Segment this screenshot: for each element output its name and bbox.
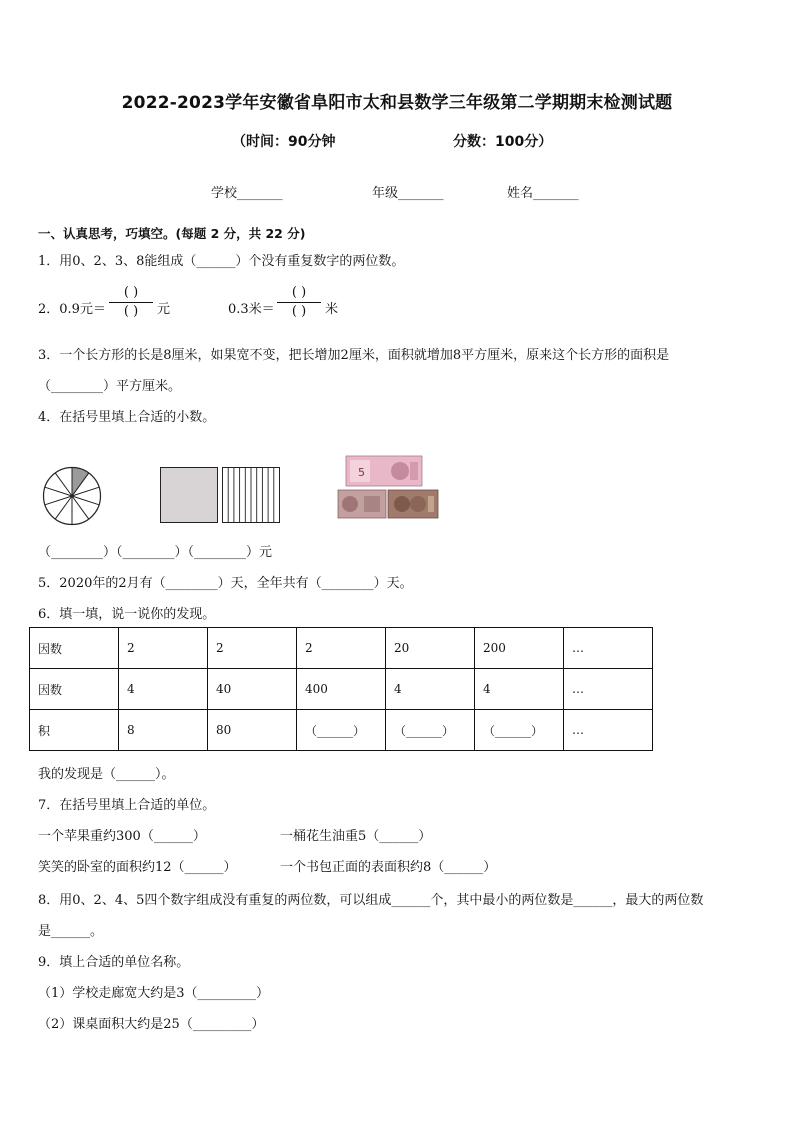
question-8-line-2: 是______。	[38, 924, 104, 939]
table-cell: 2	[297, 628, 386, 669]
q2-b-fraction[interactable]	[277, 284, 321, 321]
question-7-a[interactable]: 一个苹果重约300（______）	[38, 829, 206, 844]
exam-score: 分数：100分）	[453, 134, 553, 150]
exam-time: （时间：90分钟	[232, 134, 336, 150]
table-cell: 40	[208, 669, 297, 710]
q2-a-fraction[interactable]	[109, 284, 153, 321]
banknote-icon	[336, 454, 440, 524]
question-7: 7．在括号里填上合适的单位。	[38, 798, 216, 813]
table-cell: 2	[119, 628, 208, 669]
question-9-b[interactable]: （2）课桌面积大约是25（_________）	[38, 1017, 265, 1032]
table-cell: 8	[119, 710, 208, 751]
question-4-answers[interactable]: （________）（________）（________）元	[38, 545, 273, 560]
svg-text:5: 5	[358, 466, 365, 479]
question-7-b[interactable]: 一桶花生油重5（______）	[280, 829, 432, 844]
table-cell: 200	[475, 628, 564, 669]
table-cell: 20	[386, 628, 475, 669]
striped-square-icon	[222, 467, 280, 527]
table-cell: …	[564, 669, 653, 710]
table-row	[30, 710, 653, 751]
table-cell: 80	[208, 710, 297, 751]
table-cell: 因数	[30, 628, 119, 669]
factor-table	[29, 627, 653, 751]
section-heading: 一、认真思考，巧填空。(每题 2 分，共 22 分)	[38, 226, 306, 241]
table-cell: …	[564, 628, 653, 669]
question-8-line-1: 8．用0、2、4、5四个数字组成没有重复的两位数，可以组成______个，其中最小的两位数是______，最大的两位数	[38, 893, 704, 908]
answer-cell[interactable]: （______）	[297, 710, 386, 751]
question-4: 4．在括号里填上合适的小数。	[38, 410, 216, 425]
table-cell: 2	[208, 628, 297, 669]
question-6: 6．填一填，说一说你的发现。	[38, 607, 216, 622]
grade-field[interactable]: 年级_______	[372, 186, 444, 201]
table-cell: …	[564, 710, 653, 751]
q2-b-unit: 米	[325, 302, 339, 317]
q2-a-unit: 元	[157, 302, 171, 317]
question-7-c[interactable]: 笑笑的卧室的面积约12（______）	[38, 860, 237, 875]
q2-a-prefix: 2．0.9元＝	[38, 302, 106, 317]
table-cell: 4	[119, 669, 208, 710]
table-cell: 4	[475, 669, 564, 710]
question-7-d[interactable]: 一个书包正面的表面积约8（______）	[280, 860, 497, 875]
question-1: 1．用0、2、3、8能组成（______）个没有重复数字的两位数。	[38, 254, 405, 269]
name-field[interactable]: 姓名_______	[507, 186, 579, 201]
table-cell: 400	[297, 669, 386, 710]
q2-a-denominator: ( )	[123, 304, 139, 319]
question-6-finding[interactable]: 我的发现是（______）。	[38, 767, 175, 782]
school-field[interactable]: 学校_______	[211, 186, 283, 201]
table-cell: 4	[386, 669, 475, 710]
table-cell: 因数	[30, 669, 119, 710]
table-cell: 积	[30, 710, 119, 751]
table-row	[30, 669, 653, 710]
q2-a-numerator: ( )	[123, 285, 139, 300]
answer-cell[interactable]: （______）	[475, 710, 564, 751]
square-icon	[160, 467, 218, 527]
page-title: 2022-2023学年安徽省阜阳市太和县数学三年级第二学期期末检测试题	[121, 93, 673, 113]
question-5: 5．2020年的2月有（________）天，全年共有（________）天。	[38, 576, 413, 591]
question-9: 9．填上合适的单位名称。	[38, 955, 190, 970]
circle-tenths-icon	[42, 466, 102, 530]
q2-b-denominator: ( )	[291, 304, 307, 319]
q2-b-numerator: ( )	[291, 285, 307, 300]
question-3-line-2: （________）平方厘米。	[38, 379, 182, 394]
q2-b-prefix: 0.3米＝	[228, 302, 275, 317]
question-9-a[interactable]: （1）学校走廊宽大约是3（_________）	[38, 986, 270, 1001]
question-3-line-1: 3．一个长方形的长是8厘米，如果宽不变，把长增加2厘米，面积就增加8平方厘米，原来这个长方形的面积是	[38, 348, 670, 363]
table-row	[30, 628, 653, 669]
answer-cell[interactable]: （______）	[386, 710, 475, 751]
